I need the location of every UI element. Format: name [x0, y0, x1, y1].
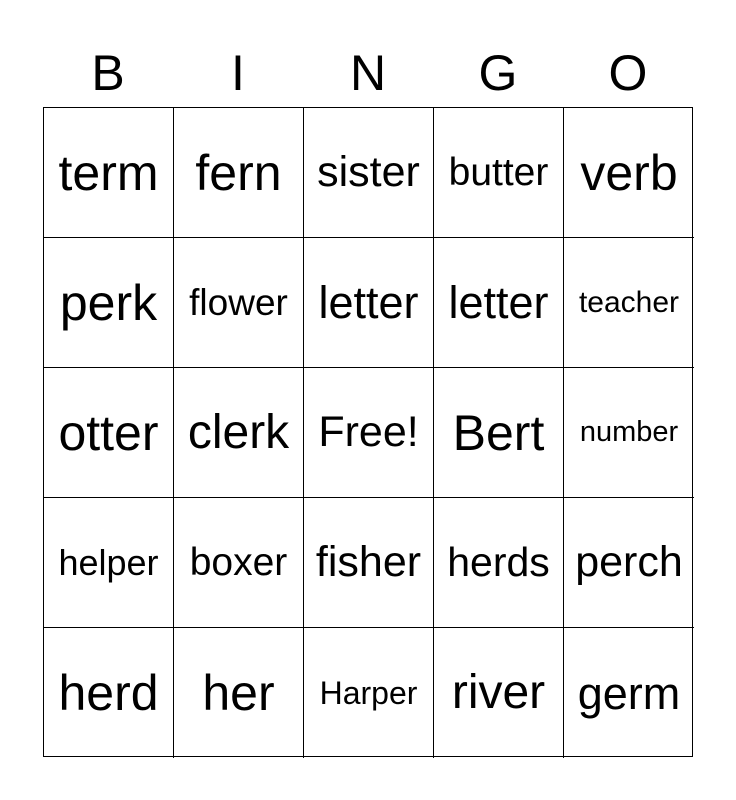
cell-word: otter	[58, 404, 159, 461]
bingo-cell[interactable]	[564, 108, 694, 238]
header-letter-b: B	[91, 45, 125, 101]
bingo-cell[interactable]	[304, 238, 434, 368]
cell-word: her	[202, 665, 275, 721]
bingo-cell[interactable]	[174, 628, 304, 758]
bingo-cell[interactable]	[174, 238, 304, 368]
cell-word: butter	[448, 151, 549, 194]
bingo-cell[interactable]	[174, 498, 304, 628]
cell-word: river	[451, 666, 546, 719]
bingo-cell[interactable]	[564, 498, 694, 628]
bingo-cell[interactable]	[304, 498, 434, 628]
cell-word: verb	[580, 144, 678, 201]
bingo-cell[interactable]	[564, 628, 694, 758]
bingo-cell[interactable]	[564, 238, 694, 368]
cell-word: clerk	[187, 405, 290, 459]
cell-word: germ	[577, 667, 681, 719]
cell-word: herds	[447, 539, 550, 585]
header-letter-g: G	[478, 45, 518, 101]
cell-word: letter	[318, 277, 419, 328]
cell-word: perk	[59, 274, 158, 331]
cell-word: term	[58, 144, 159, 201]
bingo-cell[interactable]	[44, 628, 174, 758]
bingo-cell[interactable]	[174, 368, 304, 498]
bingo-cell[interactable]	[434, 108, 564, 238]
cell-word: helper	[58, 541, 159, 583]
bingo-cell[interactable]	[44, 498, 174, 628]
cell-word: sister	[317, 148, 420, 196]
bingo-grid	[43, 107, 693, 757]
header-letter-o: O	[608, 45, 648, 101]
bingo-cell[interactable]	[304, 628, 434, 758]
bingo-cell[interactable]	[564, 368, 694, 498]
bingo-cell[interactable]	[44, 238, 174, 368]
cell-word: Bert	[452, 404, 545, 461]
bingo-cell[interactable]	[434, 238, 564, 368]
header-letter-i: I	[231, 45, 245, 101]
bingo-cell[interactable]	[304, 108, 434, 238]
cell-word: herd	[58, 665, 159, 721]
bingo-cell[interactable]	[434, 368, 564, 498]
header-letter-n: N	[349, 45, 387, 101]
bingo-cell[interactable]	[44, 108, 174, 238]
bingo-cell[interactable]	[304, 368, 434, 498]
cell-word: letter	[448, 277, 549, 328]
cell-word: boxer	[189, 541, 288, 584]
cell-word: fisher	[315, 538, 422, 586]
cell-word: teacher	[578, 285, 680, 319]
cell-word: number	[579, 416, 679, 448]
bingo-cell[interactable]	[434, 628, 564, 758]
bingo-cell[interactable]	[174, 108, 304, 238]
bingo-cell[interactable]	[434, 498, 564, 628]
bingo-cell[interactable]	[44, 368, 174, 498]
bingo-header	[43, 40, 693, 106]
cell-word: Harper	[319, 675, 418, 711]
cell-word: fern	[195, 144, 282, 201]
cell-word: flower	[189, 282, 288, 323]
cell-word: perch	[575, 538, 683, 586]
free-space: Free!	[318, 408, 419, 456]
